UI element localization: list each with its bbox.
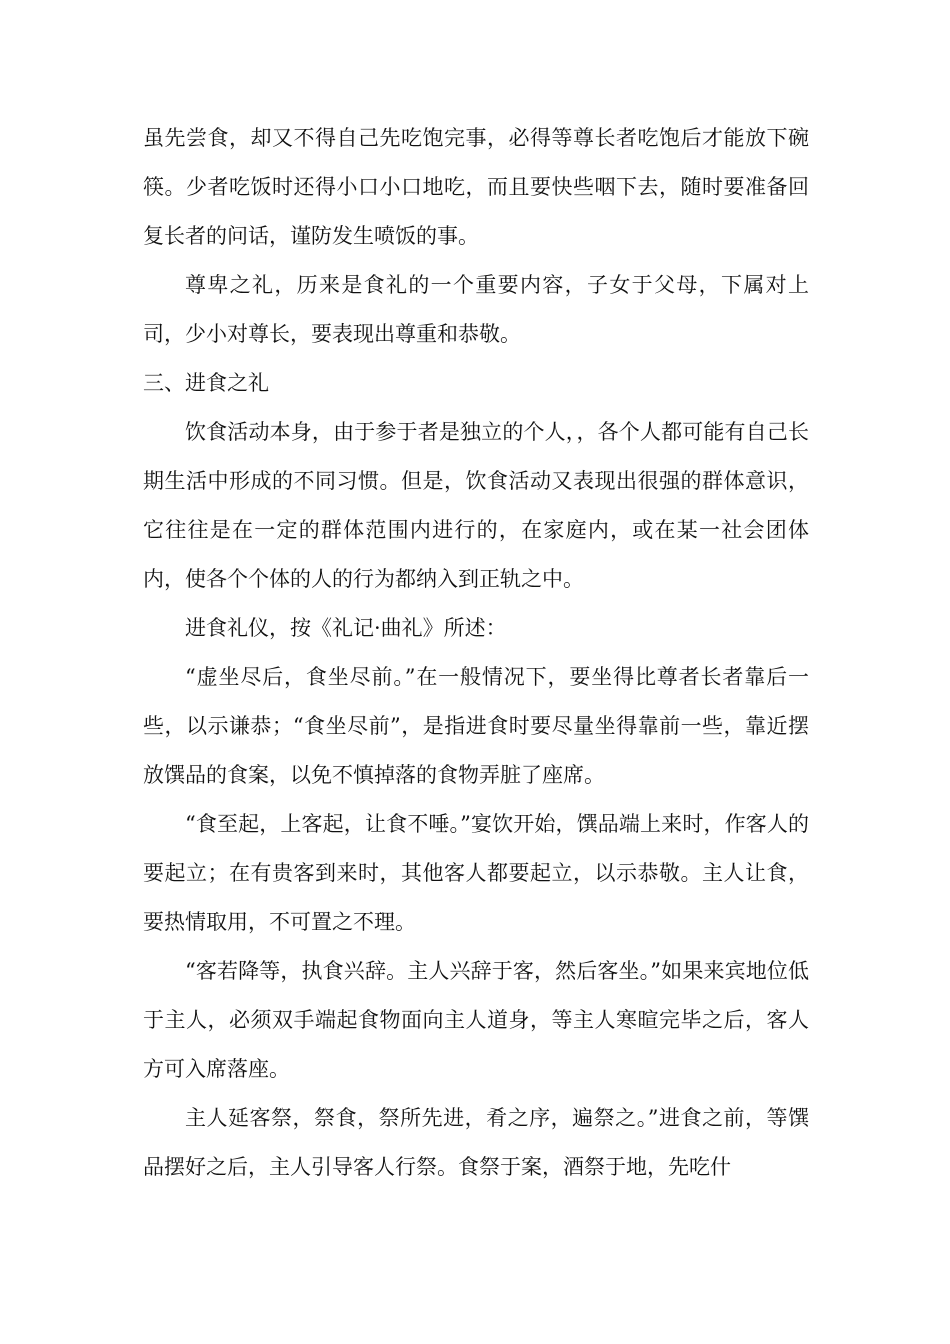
paragraph-sacrifice: 主人延客祭，祭食，祭所先进，肴之序，遍祭之。”进食之前，等馔品摆好之后，主人引导客人行祭。食祭于案，酒祭于地，先吃什	[143, 1106, 809, 1179]
paragraph-guest-rank: “客若降等，执食兴辞。主人兴辞于客，然后客坐。”如果来宾地位低于主人，必须双手端起食物面向主人道身，等主人寒暄完毕之后，客人方可入席落座。	[143, 959, 809, 1081]
paragraph-seating: “虚坐尽后，食坐尽前。”在一般情况下，要坐得比尊者长者靠后一些，以示谦恭；“食坐尽前”，是指进食时要尽量坐得靠前一些，靠近摆放馔品的食案，以免不慎掉落的食物弄脏了座席。	[143, 665, 809, 787]
paragraph-liji-quli-intro: 进食礼仪，按《礼记·曲礼》所述：	[185, 616, 507, 640]
section-heading-dining-etiquette: 三、进食之礼	[143, 371, 269, 395]
paragraph-group-consciousness: 饮食活动本身，由于参于者是独立的个人，，各个人都可能有自己长期生活中形成的不同习惯。但是，饮食活动又表现出很强的群体意识，它往往是在一定的群体范围内进行的，在家庭内，或在某一社会团体内，使各个个体的人的行为都纳入到正轨之中。	[143, 420, 809, 591]
document-body	[143, 114, 809, 1192]
paragraph-rising-for-food: “食至起，上客起，让食不唾。”宴饮开始，馔品端上来时，作客人的要起立；在有贵客到来时，其他客人都要起立，以示恭敬。主人让食，要热情取用，不可置之不理。	[143, 812, 809, 934]
paragraph-respect-hierarchy: 尊卑之礼，历来是食礼的一个重要内容，子女于父母，下属对上司，少小对尊长，要表现出尊重和恭敬。	[143, 273, 809, 346]
paragraph-continuation: 虽先尝食，却又不得自己先吃饱完事，必得等尊长者吃饱后才能放下碗筷。少者吃饭时还得小口小口地吃，而且要快些咽下去，随时要准备回复长者的问话，谨防发生喷饭的事。	[143, 126, 809, 248]
